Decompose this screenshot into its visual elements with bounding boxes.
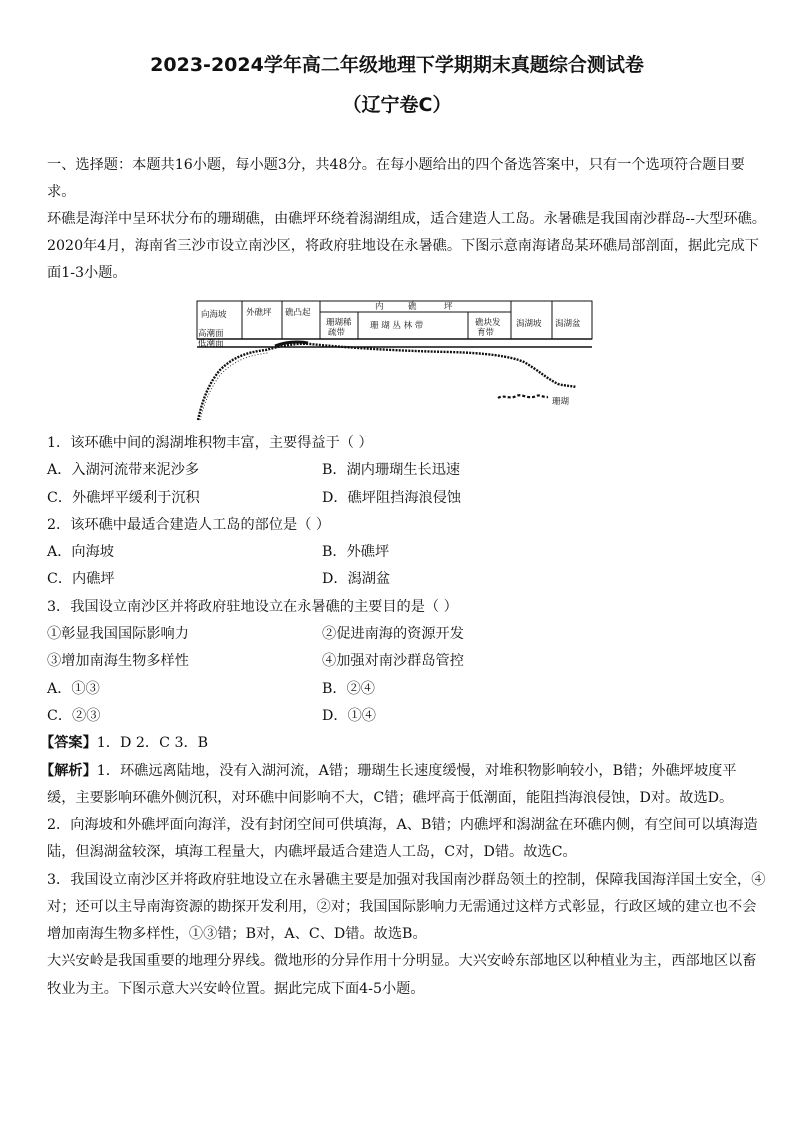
label-inner-flat: 礁 [408, 302, 417, 312]
label-outer-flat: 外礁坪 [246, 308, 272, 318]
passage-line: 环礁是海洋中呈环状分布的珊瑚礁，由礁坪环绕着潟湖组成，适合建造人工岛。永暑礁是我国南沙群岛--大型环礁。 [47, 211, 766, 227]
question-stem: 1．该环礁中间的潟湖堆积物丰富，主要得益于（ ） [47, 435, 373, 451]
atoll-profile-diagram [190, 298, 600, 430]
label-inner-flat: 坪 [444, 302, 453, 312]
passage-line: 牧业为主。下图示意大兴安岭位置。据此完成下面4-5小题。 [47, 981, 425, 997]
coral-patches [498, 395, 548, 398]
option-a: A．向海坡 [47, 544, 114, 560]
label-seaward-slope: 向海坡 [201, 310, 227, 320]
label-inner-flat: 内 [375, 302, 384, 312]
question-stem: 2．该环礁中最适合建造人工岛的部位是（ ） [47, 517, 331, 533]
label-sparse-coral: 疏带 [328, 328, 346, 338]
analysis-line: 对；还可以主导南海资源的勘探开发利用，②对；我国国际影响力无需通过这样方式彰显，行政区域的建立也不会 [47, 899, 757, 915]
statement-1: ①彰显我国国际影响力 [47, 626, 189, 642]
analysis-line: 陆，但潟湖盆较深，填海工程量大，内礁坪最适合建造人工岛，C对，D错。故选C。 [47, 844, 577, 860]
page-subtitle: （辽宁卷C） [342, 94, 452, 116]
section-intro-line: 求。 [47, 184, 76, 200]
passage-line: 2020年4月，海南省三沙市设立南沙区，将政府驻地设在永暑礁。下图示意南海诸岛某环礁局部剖面，据此完成下 [47, 238, 759, 254]
option-d: D．礁坪阻挡海浪侵蚀 [322, 490, 462, 506]
option-c: C．外礁坪平缓利于沉积 [47, 490, 200, 506]
option-a: A．①③ [47, 681, 100, 697]
analysis-text: 1．环礁远离陆地，没有入湖河流，A错；珊瑚生长速度缓慢，对堆积物影响较小，B错；外礁坪坡度平 [96, 763, 737, 779]
analysis-line: 2．向海坡和外礁坪面向海洋，没有封闭空间可供填海，A、B错；内礁坪和潟湖盆在环礁内侧，有空间可以填海造 [47, 817, 758, 833]
analysis-line: 增加南海生物多样性，①③错；B对，A、C、D错。故选B。 [47, 926, 427, 942]
label-reef-ridge: 礁凸起 [285, 308, 311, 318]
label-coral: 珊瑚 [552, 397, 570, 407]
answer-line [40, 733, 208, 753]
label-lagoon-basin: 潟湖盆 [555, 319, 581, 329]
option-a: A．入湖河流带来泥沙多 [47, 462, 200, 478]
option-d: D．①④ [322, 708, 376, 724]
analysis-line: 3．我国设立南沙区并将政府驻地设立在永暑礁主要是加强对我国南沙群岛领土的控制，保障我国海洋国土安全，④ [47, 872, 766, 888]
answer-label: 【答案】 [40, 735, 97, 751]
option-b: B．湖内珊瑚生长迅速 [322, 462, 461, 478]
label-patch-reef: 育带 [477, 328, 495, 338]
section-intro-line: 一、选择题：本题共16小题，每小题3分，共48分。在每小题给出的四个备选答案中，只有一个选项符合题目要 [47, 157, 745, 173]
option-c: C．内礁坪 [47, 571, 115, 587]
label-patch-reef: 礁块发 [475, 318, 501, 328]
label-coral-forest: 珊 瑚 丛 林 带 [370, 321, 424, 331]
question-stem: 3．我国设立南沙区并将政府驻地设立在永暑礁的主要目的是（ ） [47, 599, 458, 615]
label-sparse-coral: 珊瑚稀 [326, 318, 352, 328]
analysis-line: 缓，主要影响环礁外侧沉积，对环礁中间影响不大，C错；礁坪高于低潮面，能阻挡海浪侵蚀，D对。故选D。 [47, 790, 734, 806]
analysis-line [40, 761, 737, 781]
answer-text: 1．D 2．C 3．B [96, 735, 209, 751]
passage-line: 大兴安岭是我国重要的地理分界线。微地形的分异作用十分明显。大兴安岭东部地区以种植业为主，西部地区以畜 [47, 953, 757, 969]
label-low-tide: 低潮面 [198, 339, 224, 349]
label-lagoon-slope: 潟湖坡 [516, 319, 542, 329]
label-high-tide: 高潮面 [198, 329, 224, 339]
statement-3: ③增加南海生物多样性 [47, 653, 189, 669]
analysis-label: 【解析】 [40, 763, 97, 779]
statement-4: ④加强对南沙群岛管控 [322, 653, 464, 669]
option-c: C．②③ [47, 708, 101, 724]
statement-2: ②促进南海的资源开发 [322, 626, 464, 642]
page-title: 2023-2024学年高二年级地理下学期期末真题综合测试卷 [150, 54, 644, 76]
option-b: B．②④ [322, 681, 375, 697]
option-d: D．潟湖盆 [322, 571, 391, 587]
passage-line: 面1-3小题。 [47, 265, 127, 281]
option-b: B．外礁坪 [322, 544, 390, 560]
